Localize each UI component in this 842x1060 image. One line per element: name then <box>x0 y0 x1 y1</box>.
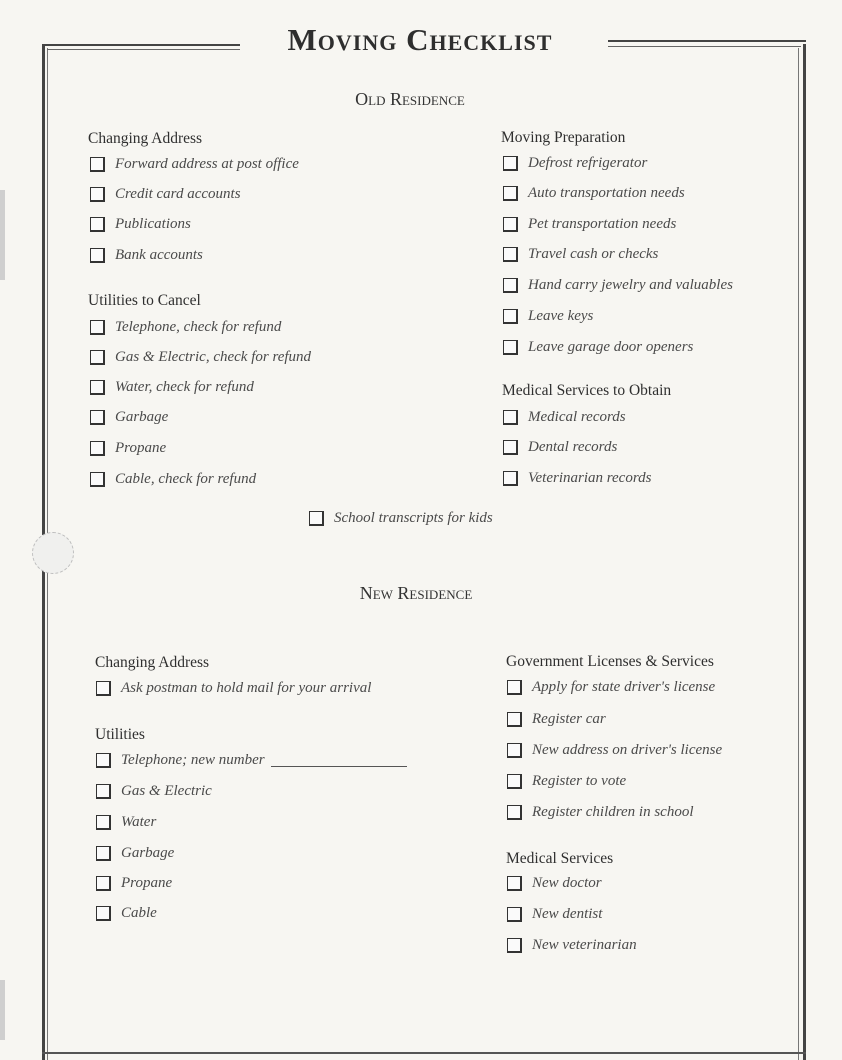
checkbox[interactable] <box>503 410 518 425</box>
checklist-item[interactable]: Credit card accounts <box>90 186 241 203</box>
group-heading-new-changing-address: Changing Address <box>95 654 210 671</box>
checkbox[interactable] <box>507 907 522 922</box>
checkbox[interactable] <box>507 876 522 891</box>
checklist-item[interactable]: Telephone, check for refund <box>90 319 281 336</box>
checklist-item[interactable]: Defrost refrigerator <box>503 155 647 172</box>
bottom-rule <box>42 1052 806 1054</box>
group-heading-old-changing-address: Changing Address <box>88 130 203 147</box>
page-border-right-inner <box>798 48 799 1060</box>
checkbox[interactable] <box>90 350 105 365</box>
checklist-item[interactable]: Propane <box>90 440 166 457</box>
top-rule-right <box>608 40 806 42</box>
checkbox[interactable] <box>90 157 105 172</box>
group-heading-utilities: Utilities <box>95 726 145 743</box>
checkbox[interactable] <box>90 248 105 263</box>
checklist-item[interactable]: Water <box>96 814 156 831</box>
page-border-right <box>803 44 806 1060</box>
checkbox[interactable] <box>309 511 324 526</box>
checklist-item[interactable]: Gas & Electric <box>96 783 212 800</box>
checkbox[interactable] <box>90 441 105 456</box>
checklist-item[interactable]: Dental records <box>503 439 617 456</box>
checkbox[interactable] <box>507 743 522 758</box>
checklist-item[interactable]: Cable <box>96 905 157 922</box>
binder-hole <box>32 532 74 574</box>
checklist-item[interactable]: Gas & Electric, check for refund <box>90 349 311 366</box>
checkbox[interactable] <box>503 217 518 232</box>
group-heading-medical-services-to-obtain: Medical Services to Obtain <box>502 382 672 399</box>
checklist-item[interactable]: Auto transportation needs <box>503 185 685 202</box>
checklist-item[interactable]: Propane <box>96 875 172 892</box>
checklist-item[interactable]: Pet transportation needs <box>503 216 676 233</box>
checklist-item[interactable]: New doctor <box>507 875 602 892</box>
checkbox[interactable] <box>503 156 518 171</box>
checklist-item[interactable]: New dentist <box>507 906 602 923</box>
checkbox[interactable] <box>503 186 518 201</box>
page-title: Moving Checklist <box>287 22 553 57</box>
checkbox[interactable] <box>503 340 518 355</box>
checkbox[interactable] <box>503 440 518 455</box>
top-rule-right-inner <box>608 46 801 47</box>
checkbox[interactable] <box>96 846 111 861</box>
checkbox[interactable] <box>90 410 105 425</box>
checklist-item[interactable]: Medical records <box>503 409 626 426</box>
scan-edge-mark <box>0 190 5 280</box>
section-title-new-residence: New Residence <box>359 583 473 603</box>
checkbox[interactable] <box>503 278 518 293</box>
checkbox[interactable] <box>96 753 111 768</box>
checklist-item[interactable]: Forward address at post office <box>90 156 299 173</box>
checkbox[interactable] <box>96 906 111 921</box>
checklist-item[interactable]: New address on driver's license <box>507 742 722 759</box>
checklist-item[interactable]: Register to vote <box>507 773 626 790</box>
checklist-item[interactable]: Water, check for refund <box>90 379 254 396</box>
checklist-item[interactable]: Telephone; new number <box>96 752 407 769</box>
checkbox[interactable] <box>503 247 518 262</box>
checklist-item[interactable]: Hand carry jewelry and valuables <box>503 277 733 294</box>
checkbox[interactable] <box>90 217 105 232</box>
checklist-item[interactable]: Apply for state driver's license <box>507 679 715 696</box>
checklist-item[interactable]: Ask postman to hold mail for your arrival <box>96 680 371 697</box>
checkbox[interactable] <box>507 712 522 727</box>
checkbox[interactable] <box>507 774 522 789</box>
checklist-item-school-transcripts[interactable]: School transcripts for kids <box>309 510 493 527</box>
group-heading-utilities-to-cancel: Utilities to Cancel <box>88 292 201 309</box>
checkbox[interactable] <box>507 805 522 820</box>
checklist-item[interactable]: Register children in school <box>507 804 694 821</box>
checkbox[interactable] <box>90 187 105 202</box>
checkbox[interactable] <box>507 938 522 953</box>
checklist-item[interactable]: Publications <box>90 216 191 233</box>
checkbox[interactable] <box>96 784 111 799</box>
checklist-item[interactable]: Veterinarian records <box>503 470 651 487</box>
new-number-blank[interactable] <box>271 754 407 767</box>
group-heading-moving-preparation: Moving Preparation <box>501 129 626 146</box>
checklist-item[interactable]: New veterinarian <box>507 937 637 954</box>
section-title-old-residence: Old Residence <box>355 89 465 109</box>
checklist-item[interactable]: Leave keys <box>503 308 593 325</box>
checkbox[interactable] <box>90 320 105 335</box>
group-heading-medical-services: Medical Services <box>506 850 614 867</box>
checklist-item[interactable]: Cable, check for refund <box>90 471 256 488</box>
checklist-item[interactable]: Travel cash or checks <box>503 246 658 263</box>
top-rule-left-inner <box>47 49 240 50</box>
checkbox[interactable] <box>90 380 105 395</box>
group-heading-government-licenses: Government Licenses & Services <box>506 653 714 670</box>
checklist-item[interactable]: Bank accounts <box>90 247 203 264</box>
checklist-item[interactable]: Garbage <box>90 409 168 426</box>
scan-edge-mark <box>0 980 5 1040</box>
checkbox[interactable] <box>503 471 518 486</box>
checkbox[interactable] <box>96 681 111 696</box>
checkbox[interactable] <box>503 309 518 324</box>
checklist-item[interactable]: Leave garage door openers <box>503 339 693 356</box>
top-rule-left <box>42 44 240 46</box>
checklist-item[interactable]: Garbage <box>96 845 174 862</box>
checkbox[interactable] <box>96 876 111 891</box>
checkbox[interactable] <box>96 815 111 830</box>
checklist-item[interactable]: Register car <box>507 711 606 728</box>
checkbox[interactable] <box>507 680 522 695</box>
checkbox[interactable] <box>90 472 105 487</box>
